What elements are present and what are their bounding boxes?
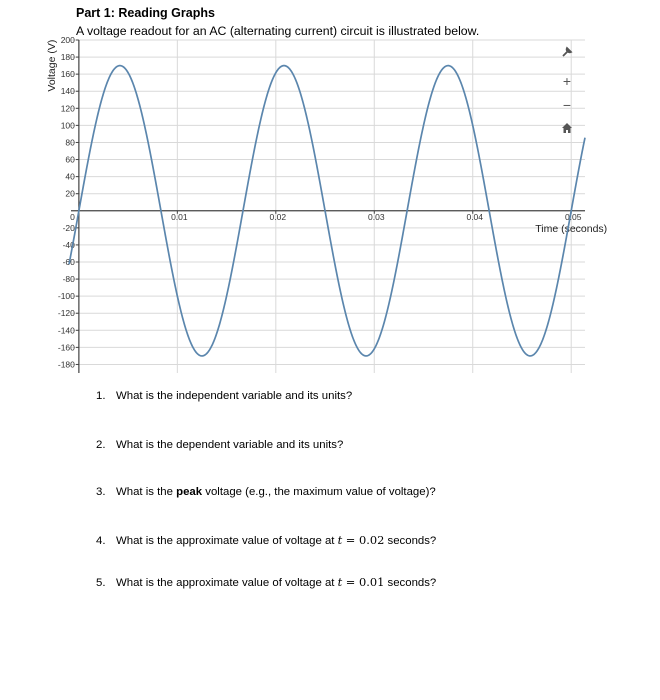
- y-tick-label: -180: [57, 359, 75, 370]
- part-title: Part 1: Reading Graphs: [76, 6, 215, 20]
- minus-icon: −: [562, 97, 572, 113]
- zoom-in-button[interactable]: [557, 72, 577, 90]
- question-5: 5. What is the approximate value of voltage at t = 0.01 seconds?: [96, 575, 437, 589]
- question-1: 1. What is the independent variable and its units?: [96, 390, 353, 402]
- wrench-icon[interactable]: [557, 44, 577, 62]
- question-4: 4. What is the approximate value of voltage at t = 0.02 seconds?: [96, 533, 437, 547]
- y-tick-label: 60: [65, 154, 75, 165]
- zoom-out-button[interactable]: [557, 96, 577, 114]
- y-tick-label: 20: [65, 188, 75, 199]
- intro-text: A voltage readout for an AC (alternating current) circuit is illustrated below.: [76, 24, 480, 38]
- y-tick-label: -120: [57, 308, 75, 319]
- question-2: 2. What is the dependent variable and its units?: [96, 439, 344, 451]
- y-tick-label: 100: [60, 120, 75, 131]
- home-icon[interactable]: [557, 120, 577, 138]
- x-tick-label: 0.05: [564, 211, 582, 222]
- plot-area: [71, 40, 585, 373]
- y-tick-label: -160: [57, 342, 75, 353]
- y-axis-title: Voltage (V): [46, 39, 58, 92]
- x-tick-label: 0.03: [368, 211, 385, 222]
- y-tick-label: 160: [60, 69, 75, 80]
- y-tick-label: -80: [62, 274, 75, 285]
- y-tick-label: -60: [62, 257, 75, 267]
- y-tick-label: -20: [62, 222, 75, 233]
- y-tick-label: -140: [57, 325, 75, 336]
- y-tick-label: 40: [65, 171, 75, 182]
- y-tick-label: -100: [57, 291, 75, 302]
- x-tick-label: 0.01: [171, 211, 188, 222]
- plus-icon: +: [562, 73, 572, 89]
- y-tick-label: 200: [60, 35, 75, 45]
- y-tick-label: 180: [60, 52, 75, 63]
- y-tick-label: 80: [65, 137, 75, 148]
- y-tick-label: 120: [60, 103, 75, 114]
- y-tick-label: 140: [60, 86, 75, 97]
- x-tick-label: 0: [70, 211, 75, 222]
- x-axis-title: Time (seconds): [535, 222, 608, 235]
- y-tick-label: -40: [62, 239, 75, 250]
- x-tick-label: 0.02: [269, 211, 287, 222]
- question-3: 3. What is the peak voltage (e.g., the maximum value of voltage)?: [96, 486, 436, 498]
- x-tick-label: 0.04: [466, 211, 484, 222]
